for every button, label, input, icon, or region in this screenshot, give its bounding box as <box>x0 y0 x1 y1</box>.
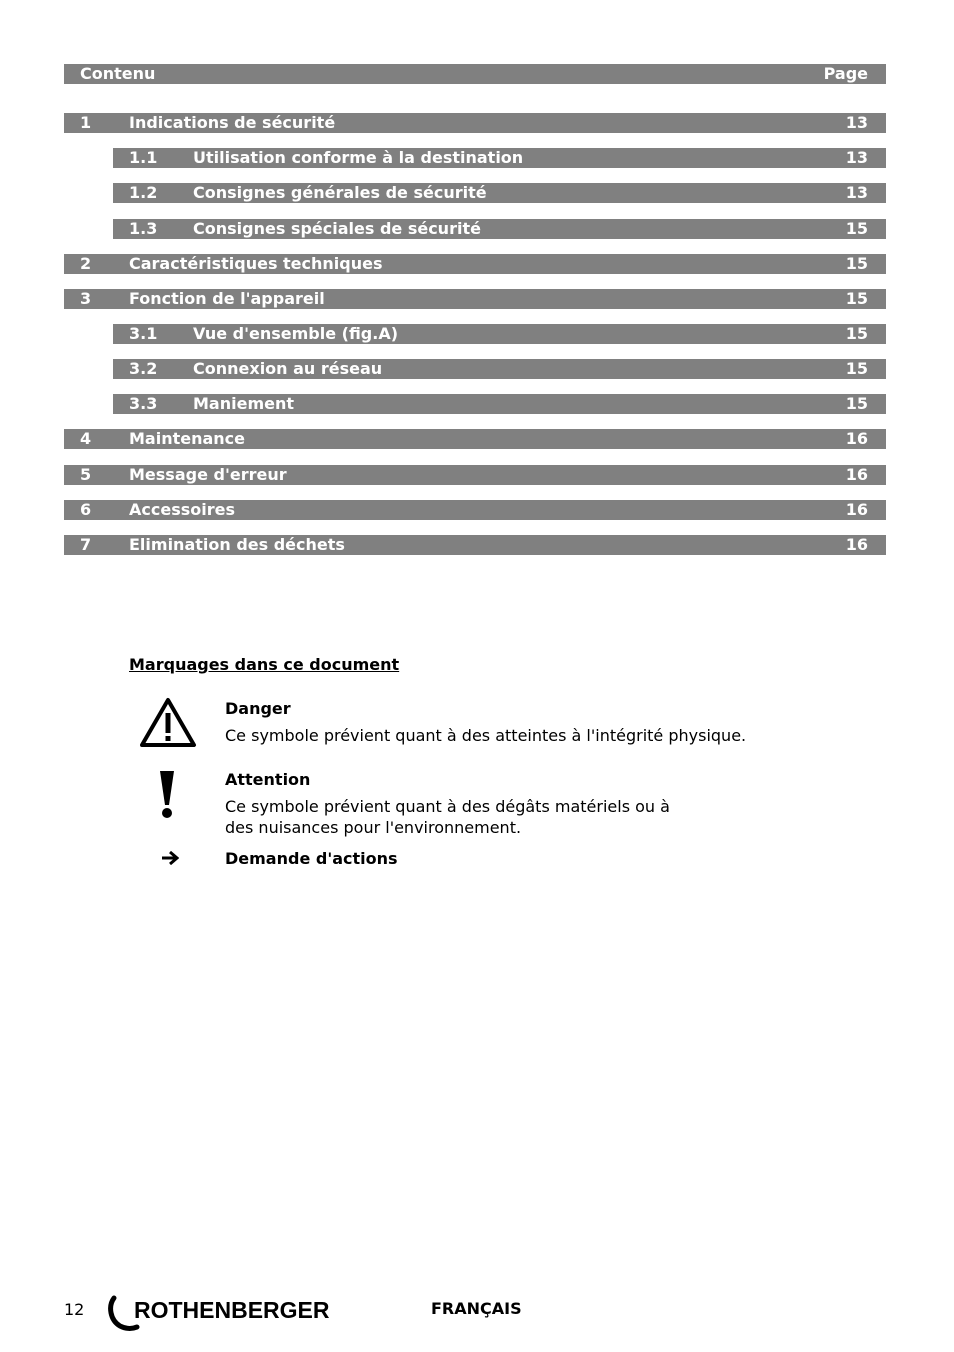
toc-entry-number: 6 <box>80 500 92 519</box>
legend-title: Marquages dans ce document <box>129 655 400 674</box>
toc-entry[interactable] <box>64 465 886 485</box>
toc-subentry[interactable] <box>113 394 886 414</box>
toc-entry-number: 3.1 <box>129 324 158 343</box>
toc-entry-page: 15 <box>845 359 868 378</box>
toc-entry-number: 1.3 <box>129 219 158 238</box>
toc-subentry[interactable] <box>113 183 886 203</box>
toc-entry-number: 7 <box>80 535 92 554</box>
toc-entry-page: 15 <box>845 289 868 308</box>
toc-subentry[interactable] <box>113 359 886 379</box>
toc-entry-title: Elimination des déchets <box>129 535 345 554</box>
footer-language: FRANÇAIS <box>431 1299 522 1318</box>
danger-label: Danger <box>225 699 291 718</box>
attention-description: Ce symbole prévient quant à des dégâts matériels ou à des nuisances pour l'environnement. <box>225 797 670 837</box>
toc-header-label: Contenu <box>80 64 156 83</box>
toc-entry[interactable] <box>64 289 886 309</box>
toc-entry-title: Connexion au réseau <box>193 359 383 378</box>
danger-description: Ce symbole prévient quant à des atteintes à l'intégrité physique. <box>225 726 747 745</box>
toc-entry-title: Accessoires <box>129 500 235 519</box>
toc-entry-title: Maniement <box>193 394 295 413</box>
toc-entry[interactable] <box>64 254 886 274</box>
warning-triangle-icon <box>139 697 197 749</box>
toc-entry[interactable] <box>64 429 886 449</box>
toc-entry-number: 1 <box>80 113 92 132</box>
arrow-right-icon <box>161 851 179 865</box>
toc-entry-title: Consignes spéciales de sécurité <box>193 219 481 238</box>
toc-entry-page: 16 <box>845 465 868 484</box>
toc-entry-title: Maintenance <box>129 429 246 448</box>
toc-entry[interactable] <box>64 113 886 133</box>
toc-entry-number: 3.2 <box>129 359 158 378</box>
toc-entry-title: Caractéristiques techniques <box>129 254 383 273</box>
toc-entry-number: 2 <box>80 254 92 273</box>
toc-entry-number: 5 <box>80 465 92 484</box>
rothenberger-logo <box>106 1294 346 1332</box>
toc-entry-page: 13 <box>845 148 868 167</box>
toc-entry-title: Utilisation conforme à la destination <box>193 148 524 167</box>
toc-entry-page: 15 <box>845 324 868 343</box>
toc-entry[interactable] <box>64 535 886 555</box>
toc-entry[interactable] <box>64 500 886 520</box>
toc-entry-page: 15 <box>845 394 868 413</box>
toc-entry-number: 1.1 <box>129 148 158 167</box>
toc-entry-page: 15 <box>845 219 868 238</box>
toc-subentry[interactable] <box>113 219 886 239</box>
toc-entry-title: Vue d'ensemble (fig.A) <box>193 324 399 343</box>
attention-label: Attention <box>225 770 311 789</box>
toc-entry-page: 16 <box>845 535 868 554</box>
toc-entry-number: 4 <box>80 429 92 448</box>
toc-entry-page: 13 <box>845 113 868 132</box>
toc-subentry[interactable] <box>113 148 886 168</box>
toc-entry-page: 13 <box>845 183 868 202</box>
toc-entry-page: 15 <box>845 254 868 273</box>
page-number: 12 <box>64 1300 85 1319</box>
toc-entry-number: 1.2 <box>129 183 158 202</box>
action-label: Demande d'actions <box>225 849 398 868</box>
toc-entry-title: Indications de sécurité <box>129 113 336 132</box>
toc-entry-page: 16 <box>845 500 868 519</box>
toc-entry-page: 16 <box>845 429 868 448</box>
exclamation-icon <box>157 770 177 820</box>
toc-subentry[interactable] <box>113 324 886 344</box>
toc-header <box>64 64 886 84</box>
toc-entry-number: 3.3 <box>129 394 158 413</box>
toc-entry-title: Fonction de l'appareil <box>129 289 325 308</box>
brand-name: ROTHENBERGER <box>134 1297 330 1323</box>
toc-entry-title: Message d'erreur <box>129 465 287 484</box>
toc-entry-number: 3 <box>80 289 92 308</box>
toc-header-page: Page <box>823 64 868 83</box>
toc-entry-title: Consignes générales de sécurité <box>193 183 487 202</box>
